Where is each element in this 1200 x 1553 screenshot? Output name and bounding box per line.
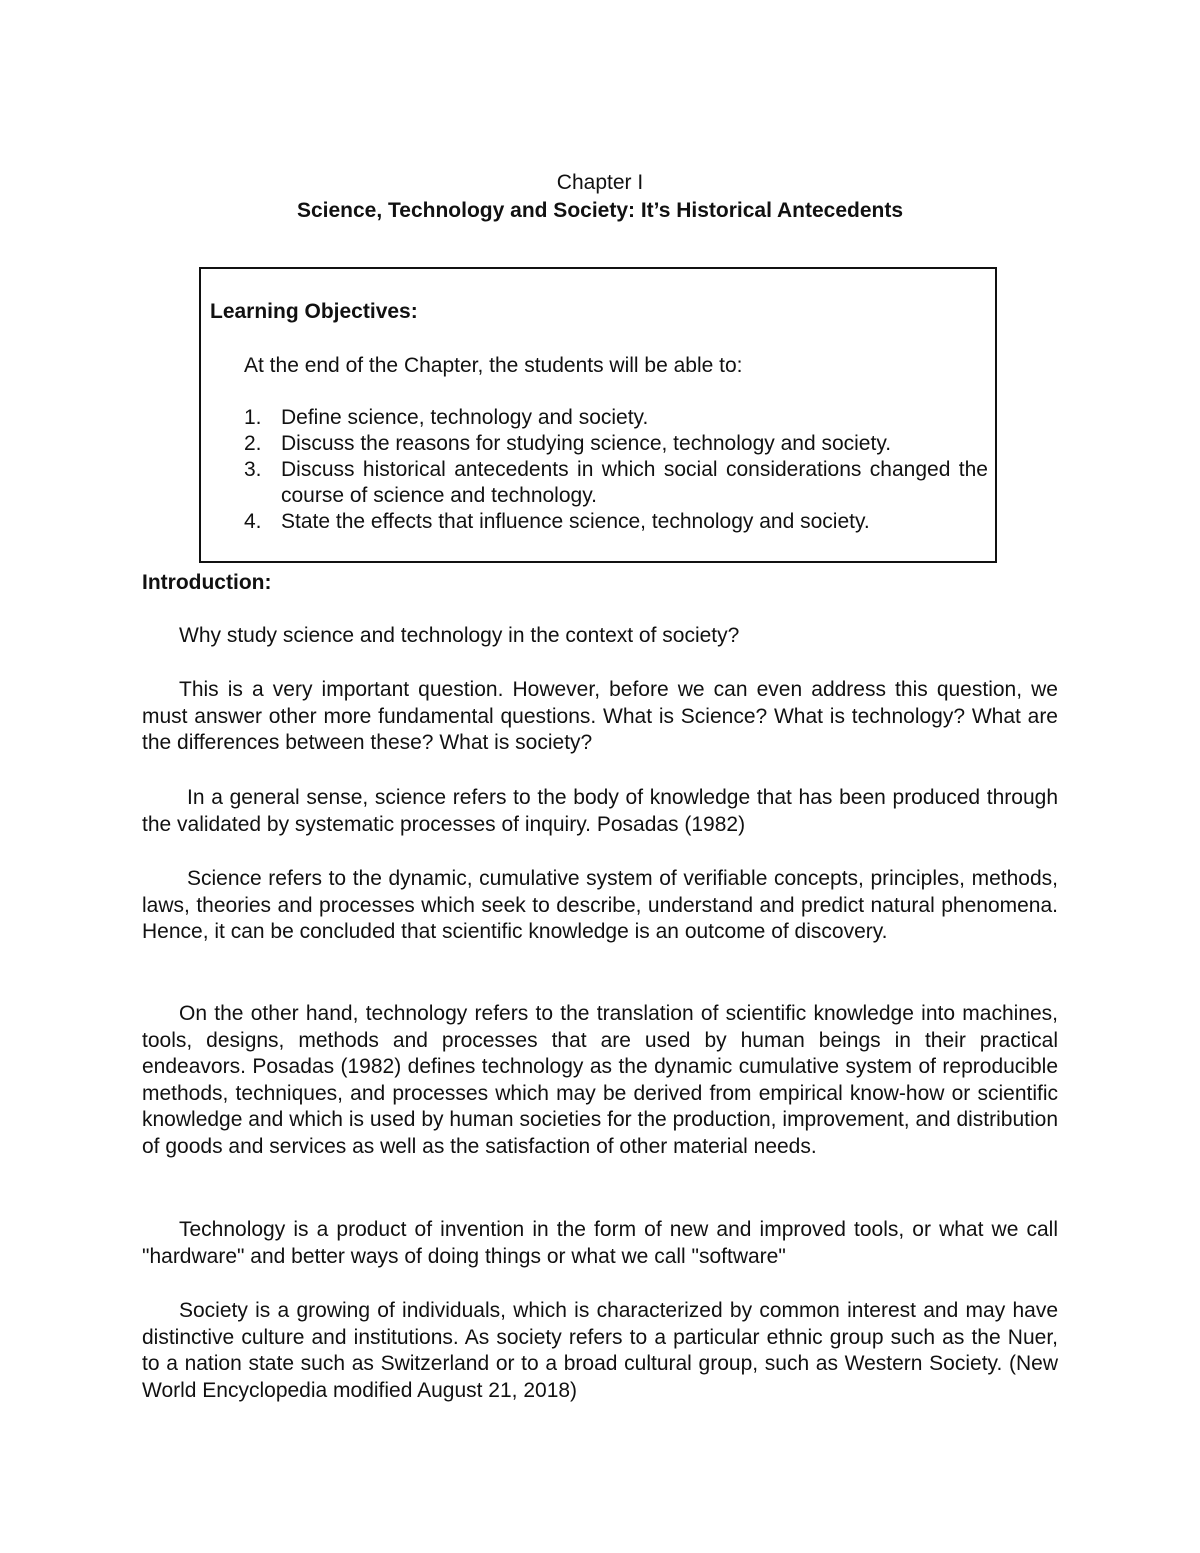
paragraph: Society is a growing of individuals, which is characterized by common interest and may have distinctive culture and institutions. As society refers to a particular ethnic group such as the Nuer, to a nation state such as Switzerland or to a broad cultural group, such as Western Society. (New World Encyclopedia modified August 21, 2018) xyxy=(142,1299,1058,1402)
objective-text: Discuss historical antecedents in which social considerations changed the course of science and technology. xyxy=(281,458,988,507)
objective-item xyxy=(244,431,988,457)
paragraph: This is a very important question. However, before we can even address this question, we must answer other more fundamental questions. What is Science? What is technology? What are the differences between these? What is society? xyxy=(142,678,1058,754)
paragraph: Why study science and technology in the context of society? xyxy=(179,624,740,647)
objective-text: Discuss the reasons for studying science, technology and society. xyxy=(281,432,892,455)
objective-text: State the effects that influence science, technology and society. xyxy=(281,510,870,533)
learning-objectives-box xyxy=(199,267,997,563)
objectives-intro: At the end of the Chapter, the students will be able to: xyxy=(244,354,743,377)
introduction-heading: Introduction: xyxy=(142,571,272,594)
chapter-title: Science, Technology and Society: It’s Historical Antecedents xyxy=(296,199,904,222)
objectives-heading: Learning Objectives: xyxy=(210,300,418,323)
objective-number: 4. xyxy=(244,510,262,533)
objective-item xyxy=(244,405,988,431)
objective-number: 1. xyxy=(244,406,262,429)
objective-number: 3. xyxy=(244,458,262,481)
chapter-label: Chapter I xyxy=(556,171,644,194)
objectives-list xyxy=(244,405,988,535)
paragraph: On the other hand, technology refers to the translation of scientific knowledge into machines, tools, designs, methods and processes that are used by human beings in their practical endeavors. Posadas (1982) defines technology as the dynamic cumulative system of reproducible methods, techniques, and processes which may be derived from empirical know-how or scientific knowledge and which is used by human societies for the production, improvement, and distribution of goods and services as well as the satisfaction of other material needs. xyxy=(142,1002,1058,1158)
objective-text: Define science, technology and society. xyxy=(281,406,649,429)
objective-item xyxy=(244,509,988,535)
paragraph: Technology is a product of invention in the form of new and improved tools, or what we call "hardware" and better ways of doing things or what we call "software" xyxy=(142,1218,1058,1268)
objective-number: 2. xyxy=(244,432,262,455)
paragraph: In a general sense, science refers to the body of knowledge that has been produced through the validated by systematic processes of inquiry. Posadas (1982) xyxy=(142,786,1058,836)
objective-item xyxy=(244,457,988,509)
paragraph: Science refers to the dynamic, cumulative system of verifiable concepts, principles, methods, laws, theories and processes which seek to describe, understand and predict natural phenomena. Hence, it can be concluded that scientific knowledge is an outcome of discovery. xyxy=(142,867,1058,943)
